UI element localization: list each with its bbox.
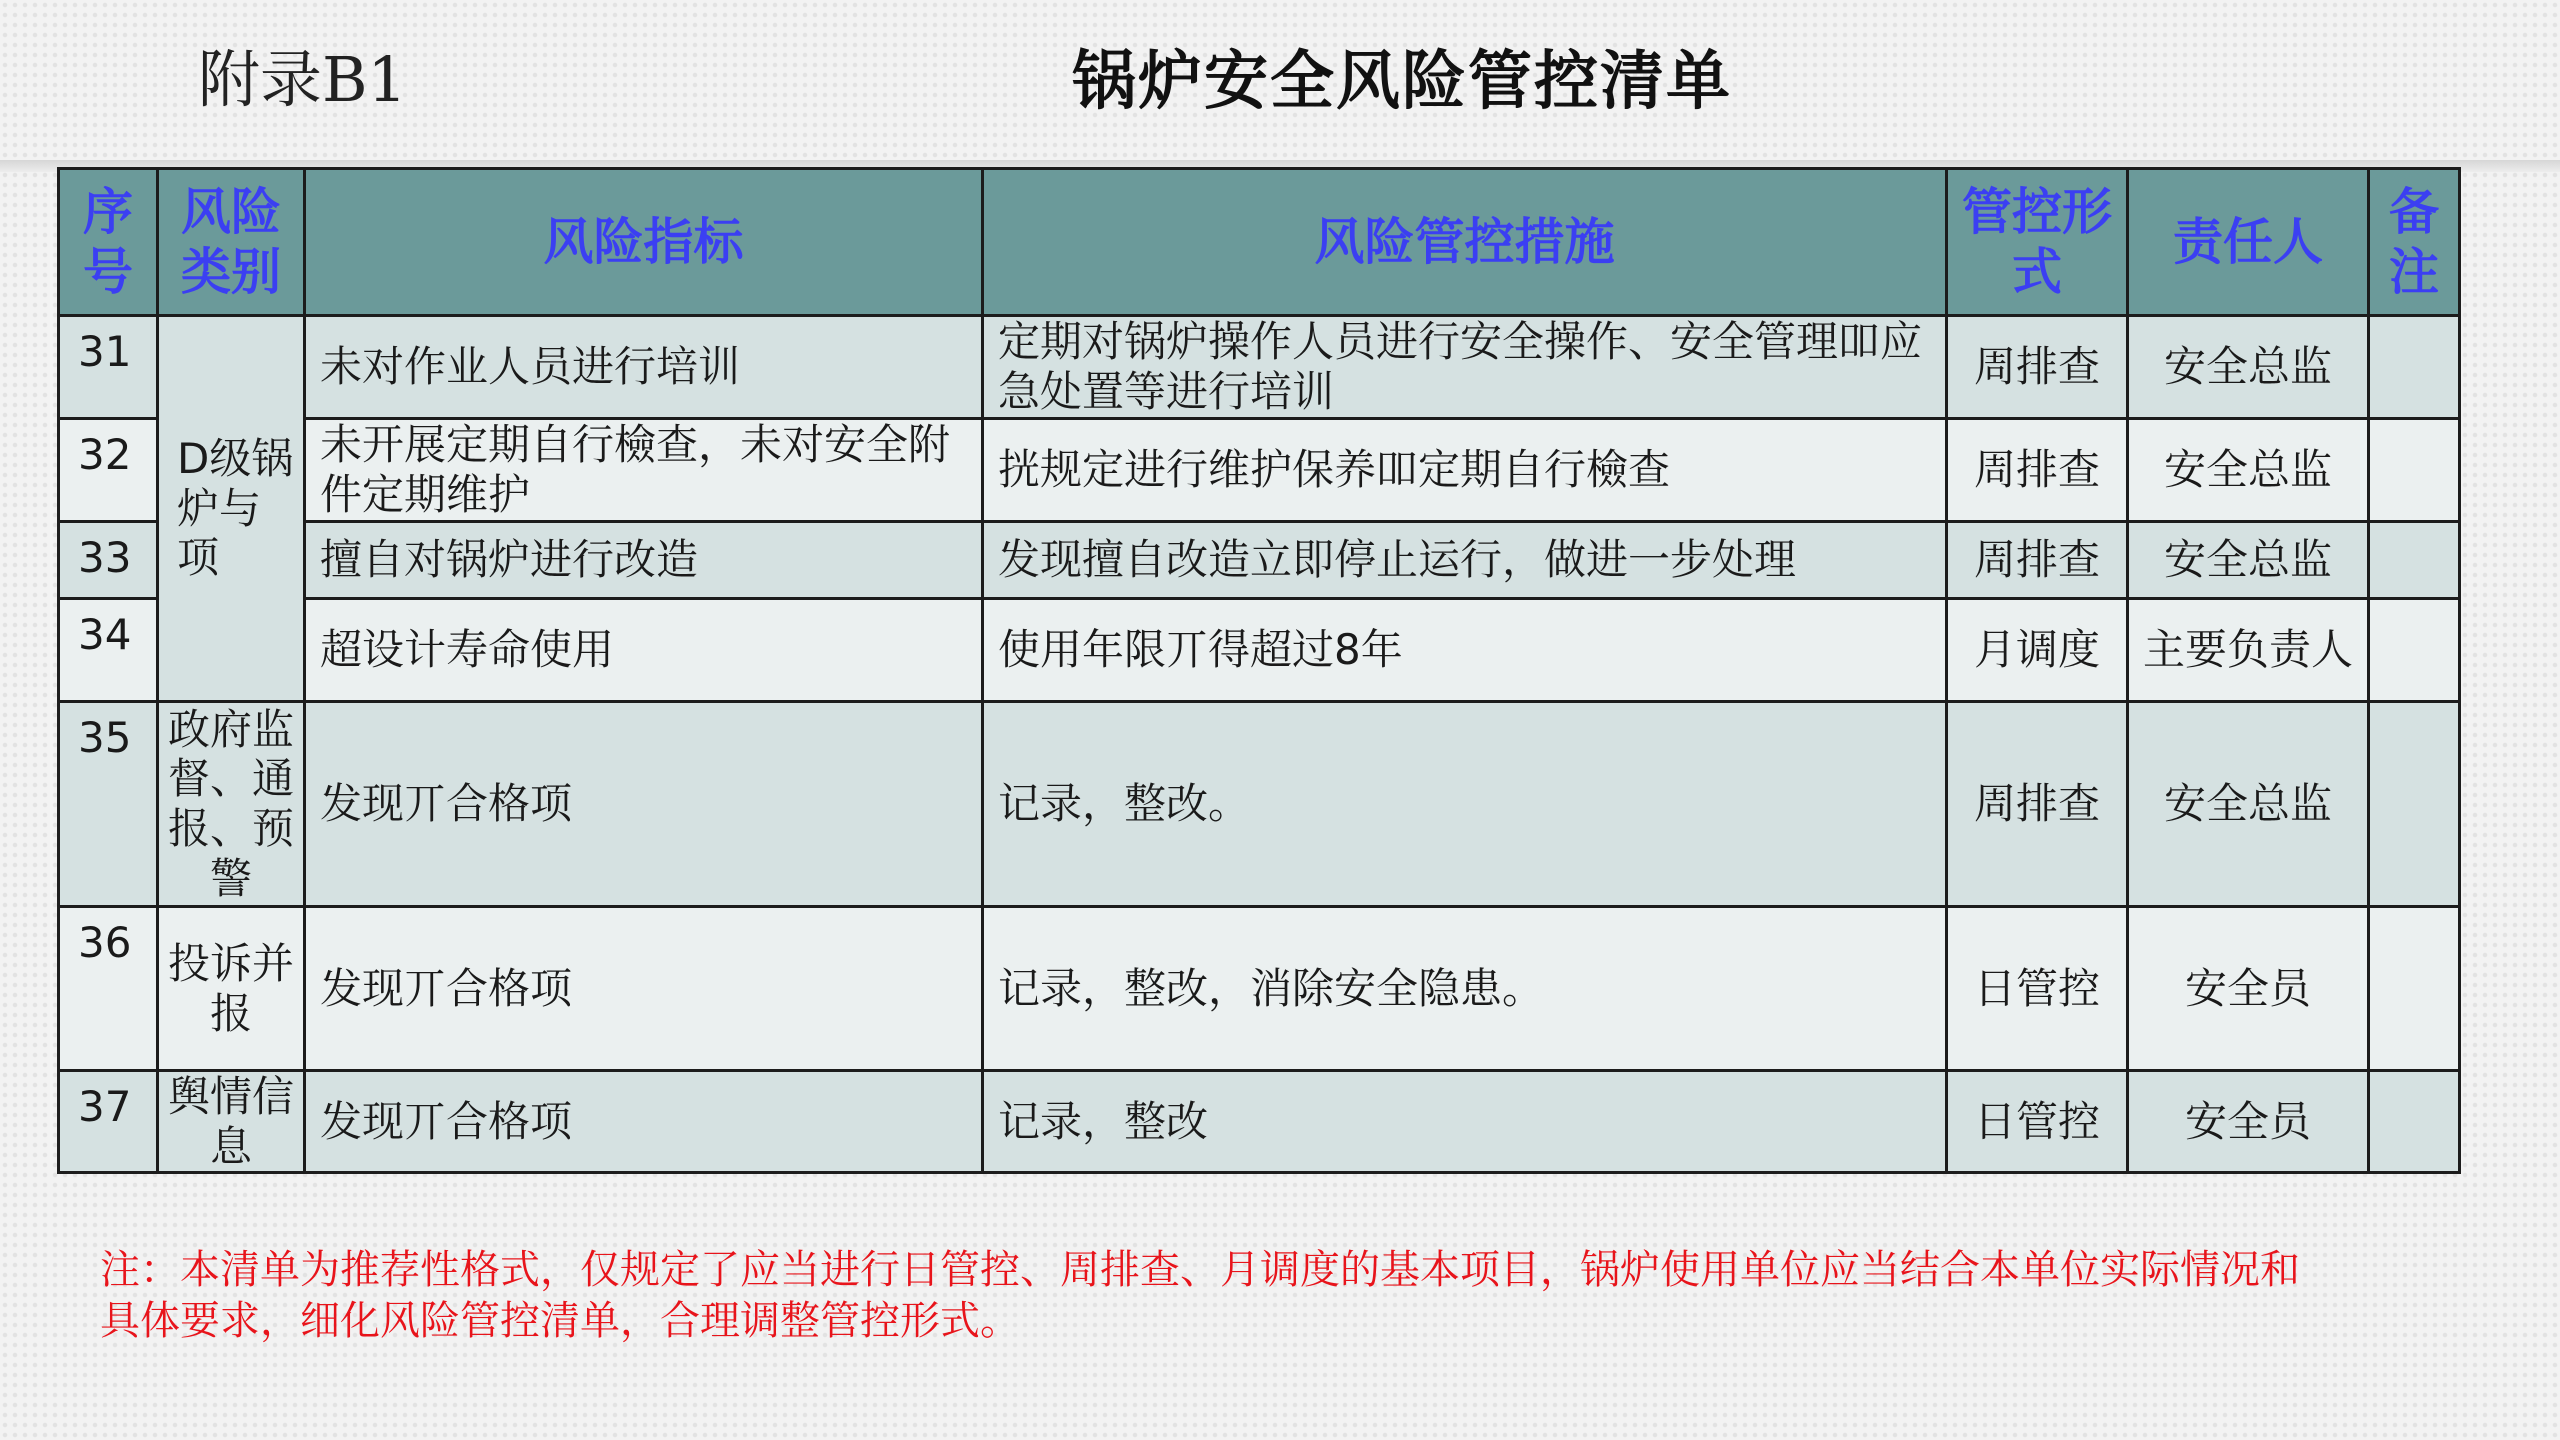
row-category: 舆情信息 (158, 1071, 305, 1173)
row-form: 周排查 (1947, 522, 2128, 599)
footnote-line-1: 注：本清单为推荐性格式，仅规定了应当进行日管控、周排查、月调度的基本项目，锅炉使用单位应当结合本单位实际情况和 (100, 1247, 2300, 1293)
risk-control-table (57, 167, 2461, 1174)
row-form: 周排查 (1947, 702, 2128, 907)
table-row (59, 316, 2460, 419)
column-header-remark: 备注 (2369, 169, 2460, 316)
table-row (59, 907, 2460, 1071)
row-measure: 使用年限丌得超过8年 (983, 599, 1947, 702)
row-indicator: 发现丌合格项 (305, 907, 983, 1071)
row-indicator: 超设计寿命使用 (305, 599, 983, 702)
row-indicator: 未开展定期自行檢查，未对安全附件定期维护 (305, 419, 983, 522)
row-remark (2369, 907, 2460, 1071)
row-measure: 记录，整改，消除安全隐患。 (983, 907, 1947, 1071)
row-remark (2369, 419, 2460, 522)
row-owner: 安全员 (2128, 907, 2369, 1071)
row-measure: 发现擅自改造立即停止运行，做进一步处理 (983, 522, 1947, 599)
footnote (100, 1245, 2480, 1347)
row-indicator: 发现丌合格项 (305, 702, 983, 907)
row-owner: 安全员 (2128, 1071, 2369, 1173)
row-form: 日管控 (1947, 907, 2128, 1071)
row-category: 政府监督、通报、预警 (158, 702, 305, 907)
row-form: 日管控 (1947, 1071, 2128, 1173)
row-seq: 34 (59, 599, 158, 702)
row-measure: 记录，整改 (983, 1071, 1947, 1173)
row-owner: 安全总监 (2128, 419, 2369, 522)
column-header-form: 管控形式 (1947, 169, 2128, 316)
row-owner: 安全总监 (2128, 316, 2369, 419)
row-owner: 主要负责人 (2128, 599, 2369, 702)
row-form: 周排查 (1947, 419, 2128, 522)
column-header-seq: 序号 (59, 169, 158, 316)
row-remark (2369, 316, 2460, 419)
footnote-line-2: 具体要求，细化风险管控清单，合理调整管控形式。 (100, 1298, 1020, 1345)
row-seq: 35 (59, 702, 158, 907)
row-owner: 安全总监 (2128, 702, 2369, 907)
table-row (59, 702, 2460, 907)
page-title: 锅炉安全风险管控清单 (1072, 45, 1732, 119)
row-seq: 32 (59, 419, 158, 522)
column-header-measure: 风险管控措施 (983, 169, 1947, 316)
table-row (59, 1071, 2460, 1173)
row-indicator: 发现丌合格项 (305, 1071, 983, 1173)
row-category: 投诉并报 (158, 907, 305, 1071)
row-form: 月调度 (1947, 599, 2128, 702)
row-seq: 33 (59, 522, 158, 599)
table-row (59, 522, 2460, 599)
row-indicator: 擅自对锅炉进行改造 (305, 522, 983, 599)
row-indicator: 未对作业人员进行培训 (305, 316, 983, 419)
row-seq: 36 (59, 907, 158, 1071)
row-measure: 记录，整改。 (983, 702, 1947, 907)
appendix-label: 附录B1 (198, 43, 408, 116)
row-remark (2369, 702, 2460, 907)
table-row (59, 419, 2460, 522)
column-header-category: 风险类别 (158, 169, 305, 316)
table-row (59, 599, 2460, 702)
row-remark (2369, 522, 2460, 599)
row-owner: 安全总监 (2128, 522, 2369, 599)
row-category: D级锅炉与项 (158, 316, 305, 702)
column-header-indicator: 风险指标 (305, 169, 983, 316)
row-seq: 37 (59, 1071, 158, 1173)
row-remark (2369, 1071, 2460, 1173)
row-seq: 31 (59, 316, 158, 419)
row-form: 周排查 (1947, 316, 2128, 419)
row-measure: 定期对锅炉操作人员进行安全操作、安全管理吅应急处置等进行培训 (983, 316, 1947, 419)
table-header-row (59, 169, 2460, 316)
column-header-owner: 责任人 (2128, 169, 2369, 316)
row-measure: 挄规定进行维护保养吅定期自行檢查 (983, 419, 1947, 522)
row-remark (2369, 599, 2460, 702)
